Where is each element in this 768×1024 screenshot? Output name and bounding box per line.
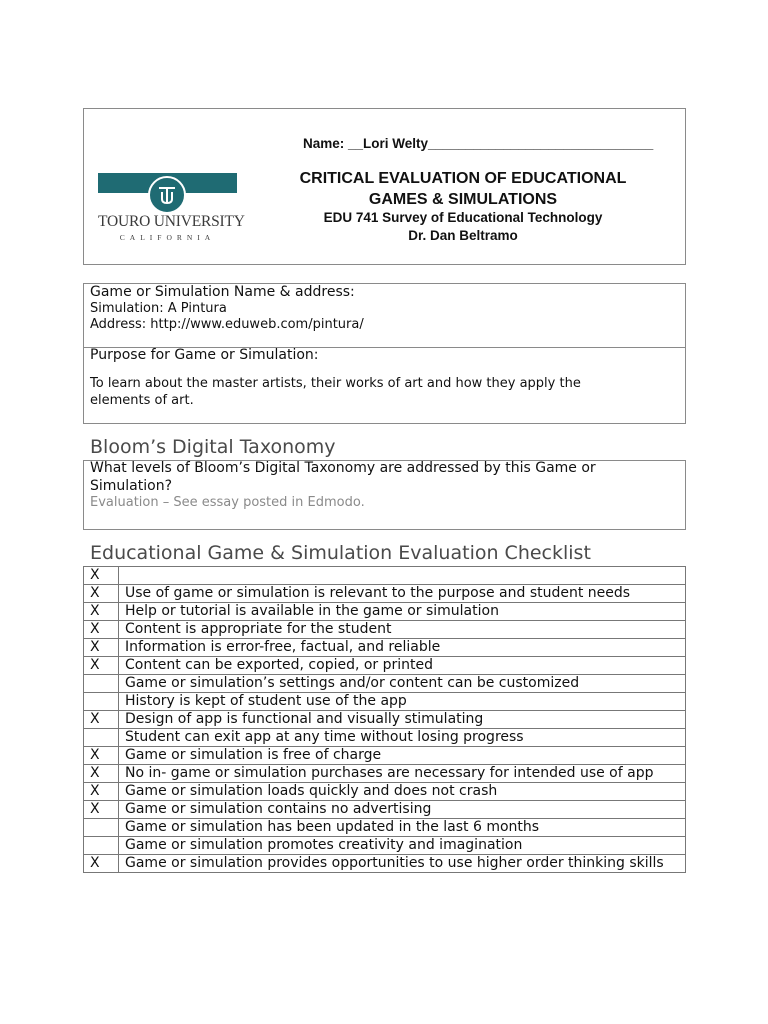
checklist-mark: X bbox=[84, 567, 119, 585]
checklist-mark: X bbox=[84, 801, 119, 819]
checklist-criterion: Student can exit app at any time without losing progress bbox=[119, 729, 686, 747]
checklist-row bbox=[84, 585, 686, 603]
checklist-row bbox=[84, 801, 686, 819]
checklist-row bbox=[84, 765, 686, 783]
checklist-criterion: Use of game or simulation is relevant to the purpose and student needs bbox=[119, 585, 686, 603]
checklist-row bbox=[84, 693, 686, 711]
checklist-row bbox=[84, 747, 686, 765]
checklist-mark bbox=[84, 837, 119, 855]
checklist-criterion: Game or simulation loads quickly and does not crash bbox=[119, 783, 686, 801]
logo-name: TOURO UNIVERSITY bbox=[98, 213, 245, 230]
checklist-criterion: Game or simulation has been updated in the last 6 months bbox=[119, 819, 686, 837]
bloom-question-line-1: What levels of Bloom’s Digital Taxonomy are addressed by this Game or bbox=[90, 460, 596, 476]
checklist-row bbox=[84, 729, 686, 747]
purpose-text-line-1: To learn about the master artists, their works of art and how they apply the bbox=[90, 376, 581, 391]
checklist-criterion: No in- game or simulation purchases are necessary for intended use of app bbox=[119, 765, 686, 783]
checklist-criterion: Game or simulation promotes creativity and imagination bbox=[119, 837, 686, 855]
form-title-line-1: CRITICAL EVALUATION OF EDUCATIONAL bbox=[299, 170, 627, 187]
course-title: EDU 741 Survey of Educational Technology bbox=[323, 210, 603, 225]
checklist-row bbox=[84, 675, 686, 693]
checklist-mark: X bbox=[84, 747, 119, 765]
checklist-criterion bbox=[119, 567, 686, 585]
checklist-mark: X bbox=[84, 603, 119, 621]
purpose-label: Purpose for Game or Simulation: bbox=[90, 347, 319, 363]
checklist-row bbox=[84, 657, 686, 675]
checklist-mark bbox=[84, 819, 119, 837]
checklist-criterion: Help or tutorial is available in the game or simulation bbox=[119, 603, 686, 621]
checklist-criterion: Game or simulation’s settings and/or content can be customized bbox=[119, 675, 686, 693]
checklist-criterion: History is kept of student use of the app bbox=[119, 693, 686, 711]
checklist-row bbox=[84, 603, 686, 621]
simulation-name: Simulation: A Pintura bbox=[90, 301, 227, 316]
checklist-row bbox=[84, 855, 686, 873]
checklist-row bbox=[84, 783, 686, 801]
bloom-heading: Bloom’s Digital Taxonomy bbox=[90, 436, 336, 458]
checklist-row bbox=[84, 567, 686, 585]
checklist-mark: X bbox=[84, 585, 119, 603]
logo-subtitle: CALIFORNIA bbox=[119, 233, 216, 242]
checklist-row bbox=[84, 819, 686, 837]
bloom-question-line-2: Simulation? bbox=[90, 478, 173, 494]
checklist-row bbox=[84, 711, 686, 729]
checklist-criterion: Game or simulation is free of charge bbox=[119, 747, 686, 765]
checklist-mark: X bbox=[84, 657, 119, 675]
checklist-criterion: Content is appropriate for the student bbox=[119, 621, 686, 639]
checklist-mark: X bbox=[84, 639, 119, 657]
university-seal-icon bbox=[148, 176, 186, 214]
checklist-mark: X bbox=[84, 621, 119, 639]
checklist-criterion: Game or simulation provides opportunities to use higher order thinking skills bbox=[119, 855, 686, 873]
checklist-row bbox=[84, 621, 686, 639]
purpose-text-line-2: elements of art. bbox=[90, 393, 194, 408]
checklist-criterion: Content can be exported, copied, or printed bbox=[119, 657, 686, 675]
checklist-mark: X bbox=[84, 765, 119, 783]
simulation-address: Address: http://www.eduweb.com/pintura/ bbox=[90, 317, 364, 332]
checklist-mark: X bbox=[84, 711, 119, 729]
checklist-mark: X bbox=[84, 855, 119, 873]
checklist-criterion: Information is error-free, factual, and reliable bbox=[119, 639, 686, 657]
checklist-mark bbox=[84, 729, 119, 747]
checklist-criterion: Design of app is functional and visually stimulating bbox=[119, 711, 686, 729]
checklist-row bbox=[84, 639, 686, 657]
checklist-table bbox=[83, 566, 686, 873]
checklist-heading: Educational Game & Simulation Evaluation Checklist bbox=[90, 542, 591, 564]
student-name-line: Name: __Lori Welty______________________________ bbox=[303, 136, 654, 151]
checklist-mark bbox=[84, 693, 119, 711]
name-address-label: Game or Simulation Name & address: bbox=[90, 284, 355, 300]
bloom-answer: Evaluation – See essay posted in Edmodo. bbox=[90, 495, 365, 510]
instructor-name: Dr. Dan Beltramo bbox=[408, 228, 518, 243]
checklist-mark: X bbox=[84, 783, 119, 801]
checklist-criterion: Game or simulation contains no advertising bbox=[119, 801, 686, 819]
checklist-row bbox=[84, 837, 686, 855]
form-title-line-2: GAMES & SIMULATIONS bbox=[368, 191, 558, 208]
checklist-mark bbox=[84, 675, 119, 693]
